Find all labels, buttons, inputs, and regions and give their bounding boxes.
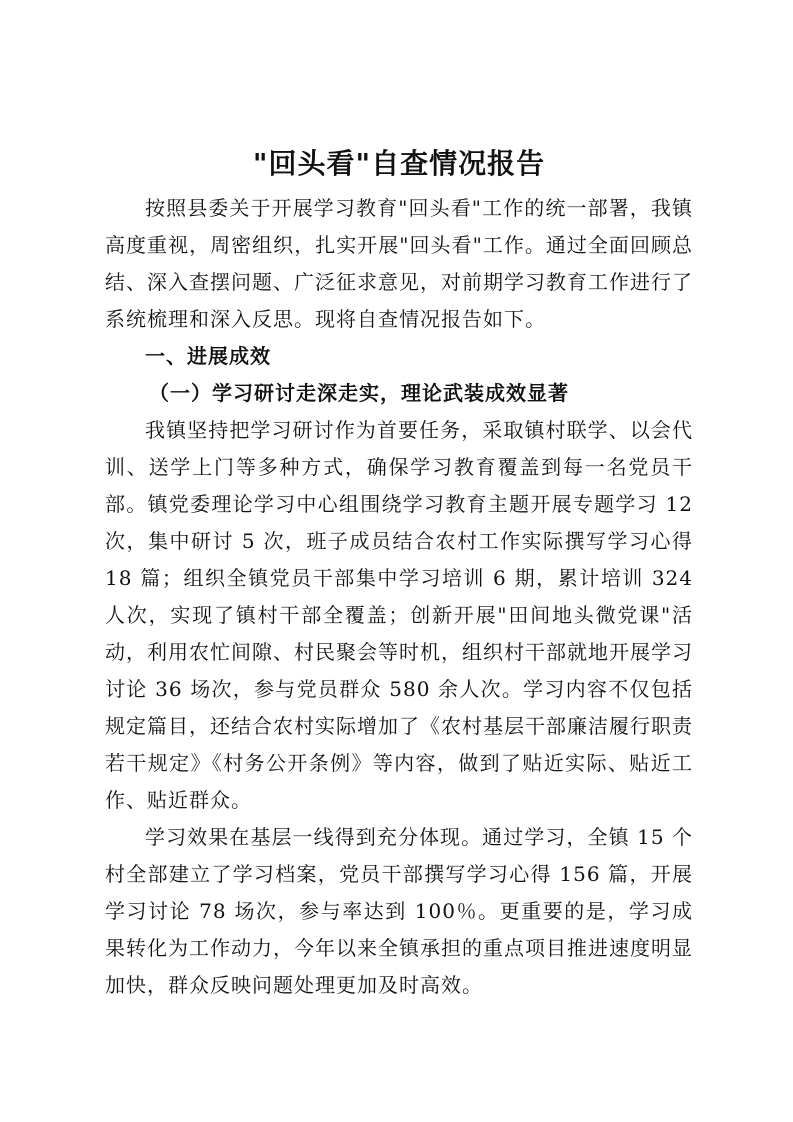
subsection-heading: （一）学习研讨走深走实，理论武装成效显著: [149, 381, 569, 405]
document-page: [105, 140, 693, 1004]
document-title: "回头看"自查情况报告: [252, 147, 546, 180]
body-paragraph-1: 我镇坚持把学习研讨作为首要任务，采取镇村联学、以会代训、送学上门等多种方式，确保学习教育覆盖到每一名党员干部。镇党委理论学习中心组围绕学习教育主题开展专题学习 12 次，集中研讨 5 次，班子成员结合农村工作实际撰写学习心得 18 篇；组织全镇党员干部集中学习培训 6 期，累计培训 324 人次，实现了镇村干部全覆盖；创新开展"田间地头微党课"活动，利用农忙间隙、村民聚会等时机，组织村干部就地开展学习讨论 36 场次，参与党员群众 580 余人次。学习内容不仅包括规定篇目，还结合农村实际增加了《农村基层干部廉洁履行职责若干规定》《村务公开条例》等内容，做到了贴近实际、贴近工作、贴近群众。: [105, 418, 693, 812]
section-heading: 一、进展成效: [145, 344, 271, 368]
intro-paragraph: 按照县委关于开展学习教育"回头看"工作的统一部署，我镇高度重视，周密组织，扎实开展"回头看"工作。通过全面回顾总结、深入查摆问题、广泛征求意见，对前期学习教育工作进行了系统梳理和深入反思。现将自查情况报告如下。: [105, 196, 693, 331]
body-paragraph-2: 学习效果在基层一线得到充分体现。通过学习，全镇 15 个村全部建立了学习档案，党员干部撰写学习心得 156 篇，开展学习讨论 78 场次，参与率达到 100％。更重要的是，学习成果转化为工作动力，今年以来全镇承担的重点项目推进速度明显加快，群众反映问题处理更加及时高效。: [105, 825, 693, 997]
